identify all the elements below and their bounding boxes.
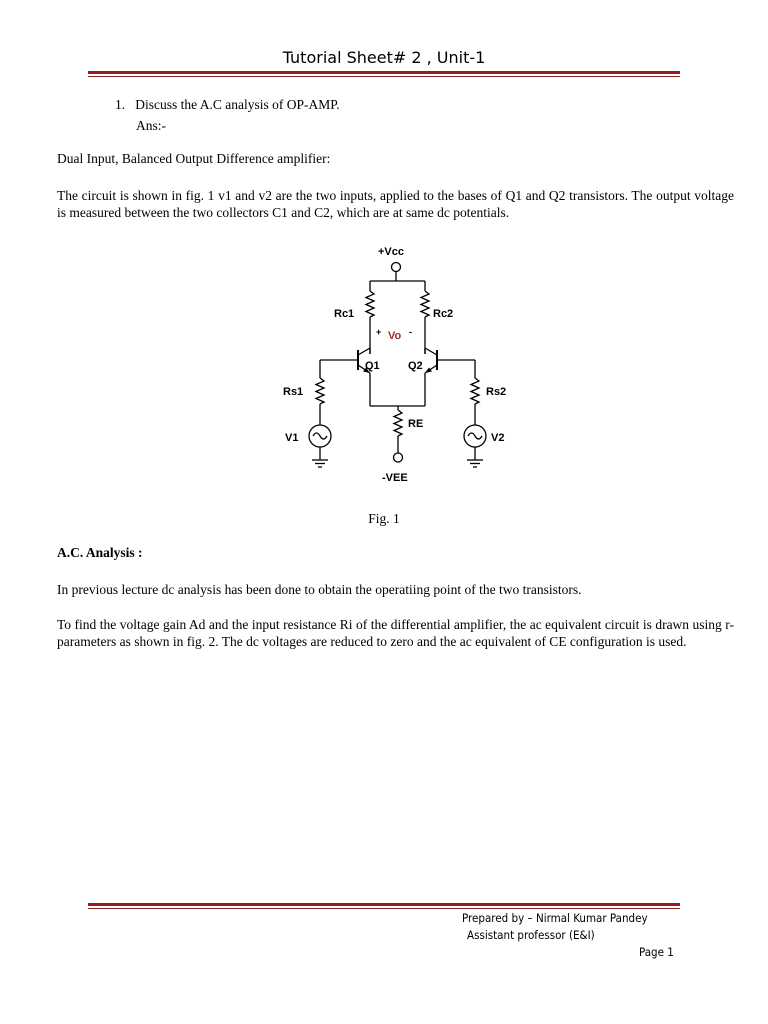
footer-designation: Assistant professor (E&I) <box>467 928 595 942</box>
label-vo-plus: + <box>376 327 382 337</box>
re-resistor <box>394 410 402 436</box>
vcc-terminal <box>392 263 401 272</box>
label-q1: Q1 <box>365 360 380 372</box>
page-number: Page 1 <box>639 945 674 959</box>
label-rs1: Rs1 <box>283 386 304 398</box>
label-vo-minus: - <box>409 327 412 337</box>
previous-paragraph: In previous lecture dc analysis has been done to obtain the operatiing point of the two transistors. <box>57 582 582 597</box>
label-q2: Q2 <box>408 360 423 372</box>
rc1-resistor <box>366 291 374 317</box>
rs1-resistor <box>316 378 324 404</box>
circuit-diagram <box>270 238 510 488</box>
question-1 <box>115 96 340 113</box>
question-text: Discuss the A.C analysis of OP-AMP. <box>135 97 340 112</box>
label-vo: Vo <box>388 330 402 342</box>
figure-caption: Fig. 1 <box>368 511 400 526</box>
label-rs2: Rs2 <box>486 386 507 398</box>
label-rc1: Rc1 <box>334 308 355 320</box>
label-rc2: Rc2 <box>433 308 454 320</box>
label-vee: -VEE <box>382 472 408 484</box>
subtitle-paragraph: Dual Input, Balanced Output Difference amplifier: <box>57 151 331 166</box>
footer-rule-thick <box>88 903 680 906</box>
label-v1: V1 <box>285 432 299 444</box>
header-rule-thin <box>88 76 680 77</box>
circuit-intro-paragraph: The circuit is shown in fig. 1 v1 and v2 are the two inputs, applied to the bases of Q1 and Q2 transistors. The output voltage is measured between the two collectors C1 and C2, which are at same dc potentials. <box>57 188 734 220</box>
label-vcc: +Vcc <box>378 246 404 258</box>
footer-prepared-by: Prepared by – Nirmal Kumar Pandey <box>462 911 648 925</box>
answer-label: Ans:- <box>136 118 166 133</box>
gain-paragraph: To find the voltage gain Ad and the input resistance Ri of the differential amplifier, the ac equivalent circuit is drawn using r-parameters as shown in fig. 2. The dc voltages are reduced to zero and the ac equivalent of CE configuration is used. <box>57 617 734 649</box>
label-v2: V2 <box>491 432 505 444</box>
vee-terminal <box>394 453 403 462</box>
label-re: RE <box>408 418 424 430</box>
page-title: Tutorial Sheet# 2 , Unit-1 <box>282 48 486 67</box>
header-rule-thick <box>88 71 680 74</box>
rs2-resistor <box>471 378 479 404</box>
footer-rule-thin <box>88 908 680 909</box>
question-number: 1. <box>115 97 126 112</box>
rc2-resistor <box>421 291 429 317</box>
section-heading: A.C. Analysis : <box>57 545 143 560</box>
